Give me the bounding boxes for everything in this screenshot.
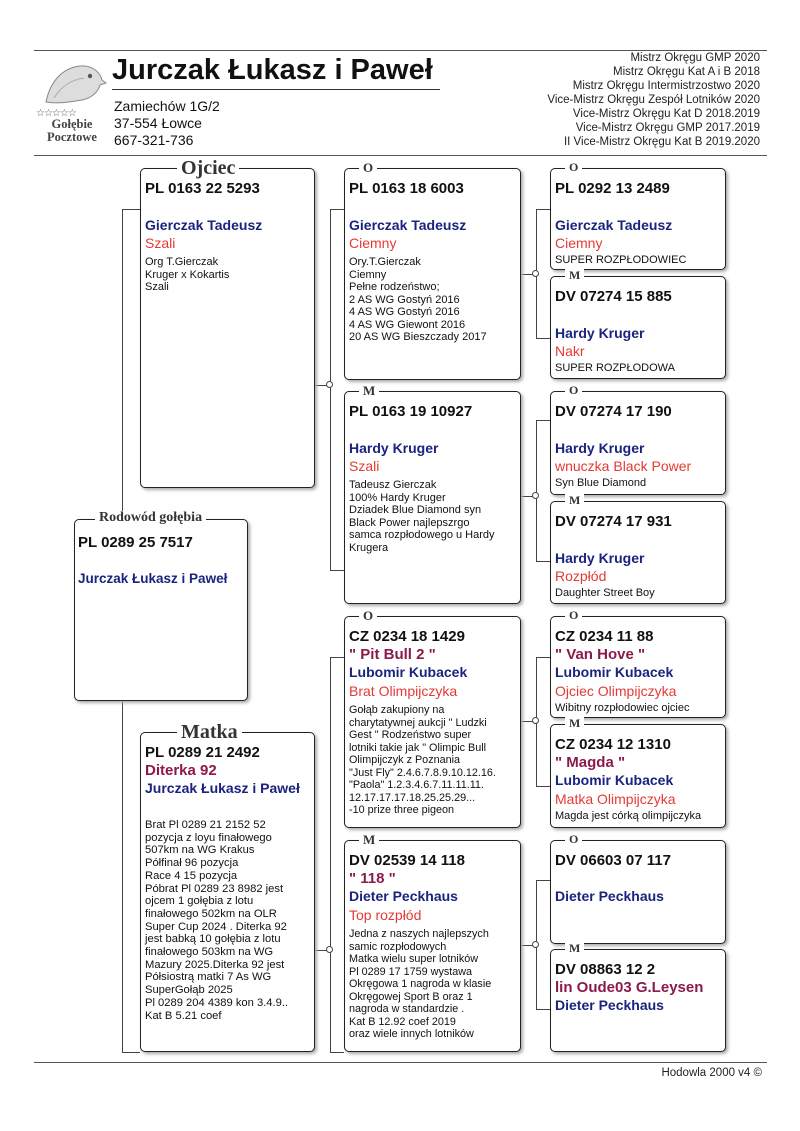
connector-line <box>330 209 331 571</box>
father-owner: Gierczak Tadeusz <box>145 217 263 233</box>
logo <box>36 58 108 146</box>
paternal-grandfather-label: O <box>359 161 377 174</box>
title-item: II Vice-Mistrz Okręgu Kat B 2019.2020 <box>563 136 760 148</box>
great-grandparent-card[interactable] <box>550 832 726 944</box>
mmm-name: lin Oude03 G.Leysen <box>555 979 704 996</box>
fmm-owner: Hardy Kruger <box>555 550 645 566</box>
connector-line <box>536 338 550 339</box>
title-item: Mistrz Okręgu Kat A i B 2018 <box>612 66 760 78</box>
mff-ring: CZ 0234 11 88 <box>555 628 654 645</box>
mother-label: Matka <box>177 722 242 742</box>
maternal-grandmother-ring: DV 02539 14 118 <box>349 852 465 869</box>
footer-text: Hodowla 2000 v4 © <box>661 1067 762 1079</box>
fff-color: Ciemny <box>555 235 603 251</box>
title-item: Vice-Mistrz Okręgu Zespół Lotników 2020 <box>547 94 760 106</box>
mmm-owner: Dieter Peckhaus <box>555 997 664 1013</box>
connector-line <box>330 657 331 1052</box>
ffm-note: SUPER ROZPŁODOWA <box>555 362 675 374</box>
maternal-grandfather-card[interactable] <box>344 608 521 828</box>
connector-dot <box>532 941 539 948</box>
mother-owner: Jurczak Łukasz i Paweł <box>145 780 300 796</box>
fmm-ring: DV 07274 17 931 <box>555 513 672 530</box>
fff-owner: Gierczak Tadeusz <box>555 217 673 233</box>
great-grandparent-card[interactable] <box>550 383 726 495</box>
header-bottom-rule <box>34 155 767 156</box>
connector-line <box>536 1009 550 1010</box>
ffm-label: M <box>565 269 584 281</box>
connector-line <box>536 209 550 210</box>
paternal-grandmother-label: M <box>359 384 379 397</box>
connector-line <box>536 420 537 562</box>
ffm-owner: Hardy Kruger <box>555 325 645 341</box>
paternal-grandfather-note: Ory.T.Gierczak Ciemny Pełne rodzeństwo; 2 AS WG Gostyń 2016 4 AS WG Gostyń 2016 4 AS WG Giewont 2016 20 AS WG Bieszczady 2017 <box>349 256 487 343</box>
pigeon-owner: Jurczak Łukasz i Paweł <box>78 571 228 586</box>
connector-dot <box>532 717 539 724</box>
title-item: Vice-Mistrz Okręgu GMP 2017.2019 <box>575 122 760 134</box>
stars-icon: ☆☆☆☆☆ <box>36 108 76 119</box>
father-card[interactable] <box>140 157 315 488</box>
great-grandparent-card[interactable] <box>550 160 726 270</box>
maternal-grandmother-color: Top rozpłód <box>349 907 422 923</box>
connector-line <box>122 209 123 520</box>
father-note: Org T.Gierczak Kruger x Kokartis Szali <box>145 256 230 293</box>
maternal-grandfather-name: " Pit Bull 2 " <box>349 646 436 663</box>
great-grandparent-card[interactable] <box>550 941 726 1052</box>
fmf-label: O <box>565 384 582 396</box>
fmf-note: Syn Blue Diamond <box>555 477 647 489</box>
maternal-grandmother-owner: Dieter Peckhaus <box>349 888 458 904</box>
title-item: Mistrz Okręgu GMP 2020 <box>630 52 760 64</box>
paternal-grandmother-ring: PL 0163 19 10927 <box>349 403 473 420</box>
paternal-grandmother-note: Tadeusz Gierczak 100% Hardy Kruger Dziadek Blue Diamond syn Black Power najlepszrgo samca rozpłodowego u Hardy Krugera <box>349 479 495 554</box>
paternal-grandfather-ring: PL 0163 18 6003 <box>349 180 464 197</box>
phone: 667-321-736 <box>114 132 194 148</box>
connector-line <box>330 209 344 210</box>
address-line1: Zamiechów 1G/2 <box>114 98 220 114</box>
ffm-color: Nakr <box>555 343 585 359</box>
father-label: Ojciec <box>177 158 239 178</box>
fmm-note: Daughter Street Boy <box>555 587 655 599</box>
connector-line <box>122 209 140 210</box>
logo-text-line2: Pocztowe <box>47 130 97 144</box>
fmf-color: wnuczka Black Power <box>555 458 692 474</box>
maternal-grandfather-label: O <box>359 609 377 622</box>
mmf-label: O <box>565 833 582 845</box>
title-item: Mistrz Okręgu Intermistrzostwo 2020 <box>572 80 760 92</box>
title-underline <box>112 89 440 90</box>
connector-line <box>536 657 550 658</box>
mff-color: Ojciec Olimpijczyka <box>555 683 677 699</box>
connector-dot <box>326 381 333 388</box>
pigeon-head-icon <box>36 58 108 108</box>
maternal-grandfather-ring: CZ 0234 18 1429 <box>349 628 465 645</box>
connector-line <box>122 700 123 1052</box>
connector-line <box>536 880 550 881</box>
mfm-label: M <box>565 717 584 729</box>
mother-ring: PL 0289 21 2492 <box>145 744 260 761</box>
mff-owner: Lubomir Kubacek <box>555 664 674 680</box>
mother-name: Diterka 92 <box>145 762 217 779</box>
paternal-grandfather-owner: Gierczak Tadeusz <box>349 217 467 233</box>
maternal-grandmother-label: M <box>359 833 379 846</box>
breeder-title: Jurczak Łukasz i Paweł <box>112 54 433 86</box>
mff-note: Wibitny rozpłodowiec ojciec <box>555 702 690 714</box>
mmf-owner: Dieter Peckhaus <box>555 888 664 904</box>
connector-dot <box>532 270 539 277</box>
maternal-grandmother-note: Jedna z naszych najlepszych samic rozpłodowych Matka wielu super lotników Pl 0289 17 1759 wystawa Okręgowa 1 nagroda w klasie Okręgowej Sport B oraz 1 nagroda w standardzie . Kat B 12.92 coef 2019 oraz wiele innych lotników <box>349 928 492 1040</box>
fff-label: O <box>565 161 582 173</box>
fmf-ring: DV 07274 17 190 <box>555 403 672 420</box>
logo-text-line1: Gołębie <box>51 117 93 131</box>
great-grandparent-card[interactable] <box>550 268 726 379</box>
mmf-ring: DV 06603 07 117 <box>555 852 671 869</box>
maternal-grandmother-card[interactable] <box>344 832 521 1052</box>
connector-line <box>330 657 344 658</box>
address-line2: 37-554 Łowce <box>114 115 202 131</box>
maternal-grandfather-owner: Lubomir Kubacek <box>349 664 468 680</box>
father-ring: PL 0163 22 5293 <box>145 180 260 197</box>
maternal-grandfather-color: Brat Olimpijczyka <box>349 683 458 699</box>
mmm-label: M <box>565 942 584 954</box>
connector-dot <box>532 492 539 499</box>
fmm-label: M <box>565 494 584 506</box>
paternal-grandfather-card[interactable] <box>344 160 521 380</box>
maternal-grandfather-note: Gołąb zakupiony na charytatywnej aukcji " Ludzki Gest " Rodzeństwo super lotniki takie jak " Olimpic Bull Olimpijczyk z Poznania "Just Fly" 2.4.6.7.8.9.10.12.16. "Paola" 1.2.3.4.6.7.11.11.11. 12.17.17.17.18.25.25.29... -10 prize three pigeon <box>349 704 496 816</box>
pigeon-label: Rodowód gołębia <box>95 511 206 525</box>
connector-dot <box>326 946 333 953</box>
father-color: Szali <box>145 235 176 251</box>
paternal-grandmother-owner: Hardy Kruger <box>349 440 439 456</box>
paternal-grandfather-color: Ciemny <box>349 235 397 251</box>
paternal-grandmother-card[interactable] <box>344 383 521 604</box>
fff-ring: PL 0292 13 2489 <box>555 180 670 197</box>
mfm-color: Matka Olimpijczyka <box>555 791 676 807</box>
mfm-note: Magda jest córką olimpijczyka <box>555 810 702 822</box>
connector-line <box>330 570 344 571</box>
mfm-owner: Lubomir Kubacek <box>555 772 674 788</box>
footer-rule <box>34 1062 767 1063</box>
great-grandparent-card[interactable] <box>550 716 726 828</box>
titles-list <box>547 51 760 149</box>
mfm-name: " Magda " <box>555 754 626 771</box>
title-item: Vice-Mistrz Okręgu Kat D 2018.2019 <box>572 108 760 120</box>
connector-line <box>122 1052 140 1053</box>
pigeon-card[interactable] <box>74 510 248 701</box>
connector-line <box>536 786 550 787</box>
mff-label: O <box>565 609 582 621</box>
connector-line <box>536 420 550 421</box>
pigeon-ring: PL 0289 25 7517 <box>78 534 193 551</box>
maternal-grandmother-name: " 118 " <box>349 870 396 887</box>
mother-card[interactable] <box>140 721 315 1052</box>
paternal-grandmother-color: Szali <box>349 458 380 474</box>
mfm-ring: CZ 0234 12 1310 <box>555 736 671 753</box>
mmm-ring: DV 08863 12 2 <box>555 961 656 978</box>
fff-note: SUPER ROZPŁODOWIEC <box>555 254 687 266</box>
great-grandparent-card[interactable] <box>550 608 726 718</box>
great-grandparent-card[interactable] <box>550 493 726 604</box>
fmf-owner: Hardy Kruger <box>555 440 645 456</box>
fmm-color: Rozpłód <box>555 568 607 584</box>
mff-name: " Van Hove " <box>555 646 646 663</box>
connector-line <box>330 1052 344 1053</box>
mother-note: Brat Pl 0289 21 2152 52 pozycja z loyu finałowego 507km na WG Krakus Półfinał 96 pozycja Race 4 15 pozycja Póbrat Pl 0289 23 8982 jest ojcem 1 gołębia z lotu finałowego 502km na OLR Super Cup 2024 . Diterka 92 jest babką 10 gołębia z lotu finałowego 503km na WG Mazury 2025.Diterka 92 jest Półsiostrą matki 7 As WG SuperGołąb 2025 Pl 0289 204 4389 kon 3.4.9.. Kat B 5.21 coef <box>145 819 289 1022</box>
connector-line <box>536 561 550 562</box>
ffm-ring: DV 07274 15 885 <box>555 288 672 305</box>
